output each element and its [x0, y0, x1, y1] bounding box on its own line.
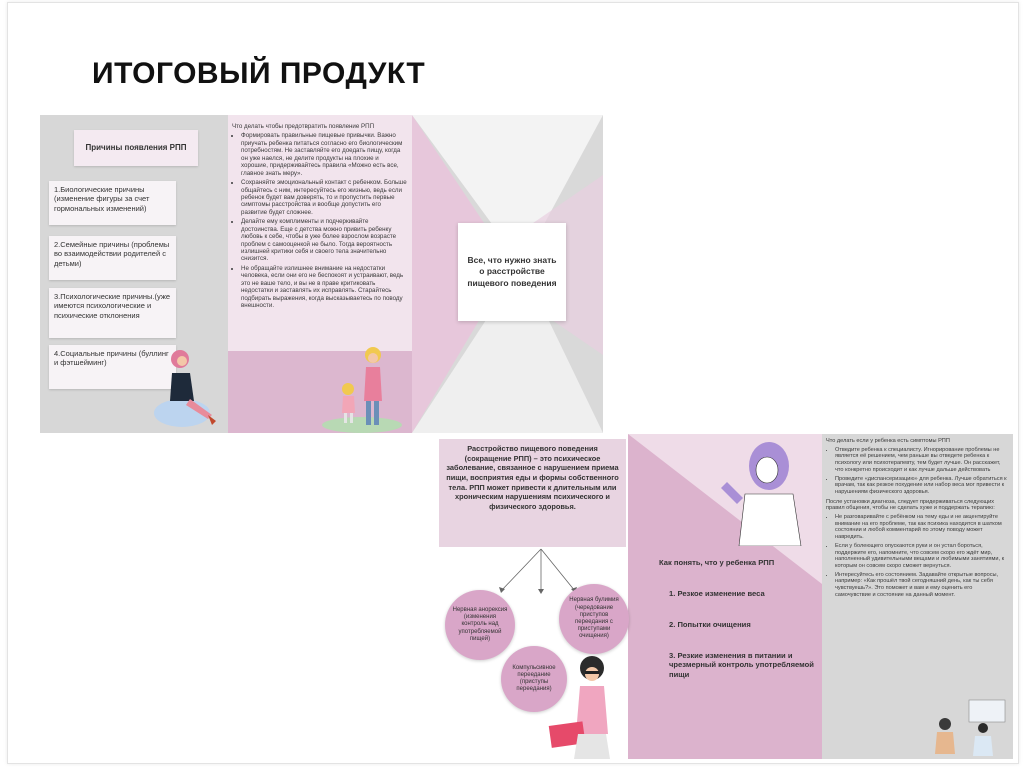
- cause-text-1: 1.Биологические причины (изменение фигуры за счет гормональных изменений): [54, 185, 150, 213]
- type-anorexia-text: Нервная анорексия (изменения контроль над употребляемой пищей): [452, 607, 508, 642]
- after-title: После установки диагноза, следует придерживаться следующих правил общения, чтобы не сделать хуже и поддержать терапию:: [826, 498, 995, 512]
- poster-prevention: [40, 115, 603, 433]
- type-circle-bulimia: [559, 584, 629, 654]
- doctor-illustration: [929, 696, 1011, 756]
- cause-card-2: [49, 236, 176, 280]
- center-title-text: Все, что нужно знать о расстройстве пищевого поведения: [467, 255, 557, 288]
- cause-card-3: [49, 288, 176, 338]
- definition-box: [439, 439, 626, 547]
- woman-sitting-illustration: [150, 343, 230, 433]
- symptoms-title: Что делать если у ребенка есть симптомы РПП: [826, 438, 950, 444]
- causes-title-text: Причины появления РПП: [85, 143, 187, 152]
- symptom-item-2: • Проведите «диспансеризацию» для ребенка. Лучше обратиться к врачам, так как резкое похудение или набор веса мог привести к нарушениям физического здоровья.: [835, 476, 1009, 496]
- woman-laptop-illustration: [544, 654, 629, 759]
- cause-text-2: 2.Семейные причины (проблемы во взаимодействии родителей с детьми): [54, 240, 170, 268]
- causes-title: [74, 130, 198, 166]
- signs-block: [659, 558, 819, 679]
- prevention-block: [232, 123, 407, 312]
- symptoms-block: [826, 438, 1009, 600]
- definition-text: Расстройство пищевого поведения (сокращение РПП) – это психическое заболевание, связанное с нарушением приема пищи, восприятия еды и формы собственного тела. РПП может привести к длительным или хроническим нарушениям психического и физического здоровья.: [446, 444, 619, 511]
- after-item-3: • Интересуйтесь его состоянием. Задавайте открытые вопросы, например: «Как прошёл твой сегодняшний день, как ты себя чувствуешь?». Это поможет и вам и ему оценить его самочувствие и состояние на данный момент.: [835, 572, 1009, 599]
- symptom-item-1: • Отведите ребенка к специалисту. Игнорирование проблемы не является её решением, чем раньше вы отведете ребенка к психологу или психотерапевту, тем будет лучше. Он расскажет, что конкретно происходит и как лучше дальше действовать: [835, 447, 1009, 474]
- prevention-title: Что делать чтобы предотвратить появление РПП: [232, 123, 375, 130]
- sign-item-2: 2. Попытки очищения: [669, 620, 751, 630]
- type-bulimia-text: Нервная булимия (чередование приступов переедания с приступами очищения): [569, 597, 619, 640]
- cause-text-4: 4.Социальные причины (буллинг и фэтшейминг): [54, 349, 169, 368]
- woman-thinking-illustration: [709, 438, 819, 546]
- poster-diagnosis: [439, 434, 1013, 759]
- signs-title: Как понять, что у ребенка РПП: [659, 558, 775, 567]
- center-title-box: [458, 223, 566, 321]
- cause-card-1: [49, 181, 176, 225]
- after-item-1: • Не разговаривайте с ребёнком на тему еды и не акцентируйте внимание на его проблеме, так как психика находится в шатком состоянии и любой комментарий по этому поводу может навредить.: [835, 514, 1009, 541]
- sign-item-3: 3. Резкие изменения в питании и чрезмерный контроль употребляемой пищи: [669, 651, 814, 679]
- prevention-item-4: • Не обращайте излишнее внимание на недостатки человека, если они его не беспокоят и устраивают, ведь это не ваше тело, и вы не в праве критиковать недостатки и заставлять их исправлять. Старайтесь подбирать выражения, когда высказываетесь по поводу внешности.: [241, 265, 407, 310]
- after-item-2: • Если у болеющего опускаются руки и он устал бороться, поддержите его, напомните, что совсем скоро его ждёт мир, наполненный удивительными вещами и любимыми занятиями, к которым он совсем скоро сможет вернуться.: [835, 543, 1009, 570]
- mother-child-illustration: [318, 343, 408, 433]
- prevention-item-3: • Делайте ему комплименты и подчеркивайте достоинства. Еще с детства можно привить ребенку любовь к себе, чтобы в уже более взрослом возрасте проблем с самооценкой не было. Тогда вероятность излишней критики себя и своего тела значительно снизится.: [241, 218, 407, 263]
- type-binge-text: Компульсивное переедание (приступы переедания): [512, 664, 556, 693]
- prevention-item-2: • Сохраняйте эмоциональный контакт с ребенком. Больше общайтесь с ним, интересуйтесь его жизнью, ведь если ребенок будет вам доверять, то и пропустить первые симптомы расстройства и вообще допустить его развитие будет сложнее.: [241, 179, 407, 216]
- sign-item-1: 1. Резкое изменение веса: [669, 589, 765, 599]
- type-circle-anorexia: [445, 590, 515, 660]
- cause-text-3: 3.Психологические причины.(уже имеются психологические и психические отклонения: [54, 292, 171, 320]
- slide-title: ИТОГОВЫЙ ПРОДУКТ: [92, 57, 426, 90]
- prevention-item-1: • Формировать правильные пищевые привычки. Важно приучать ребенка питаться согласно его биологическим потребностям. Не заставляйте его доедать пищу, когда он уже наелся, не делите продукты на плохие и хорошие, придерживайтесь правила «Можно есть все, главное знать меру».: [241, 132, 407, 177]
